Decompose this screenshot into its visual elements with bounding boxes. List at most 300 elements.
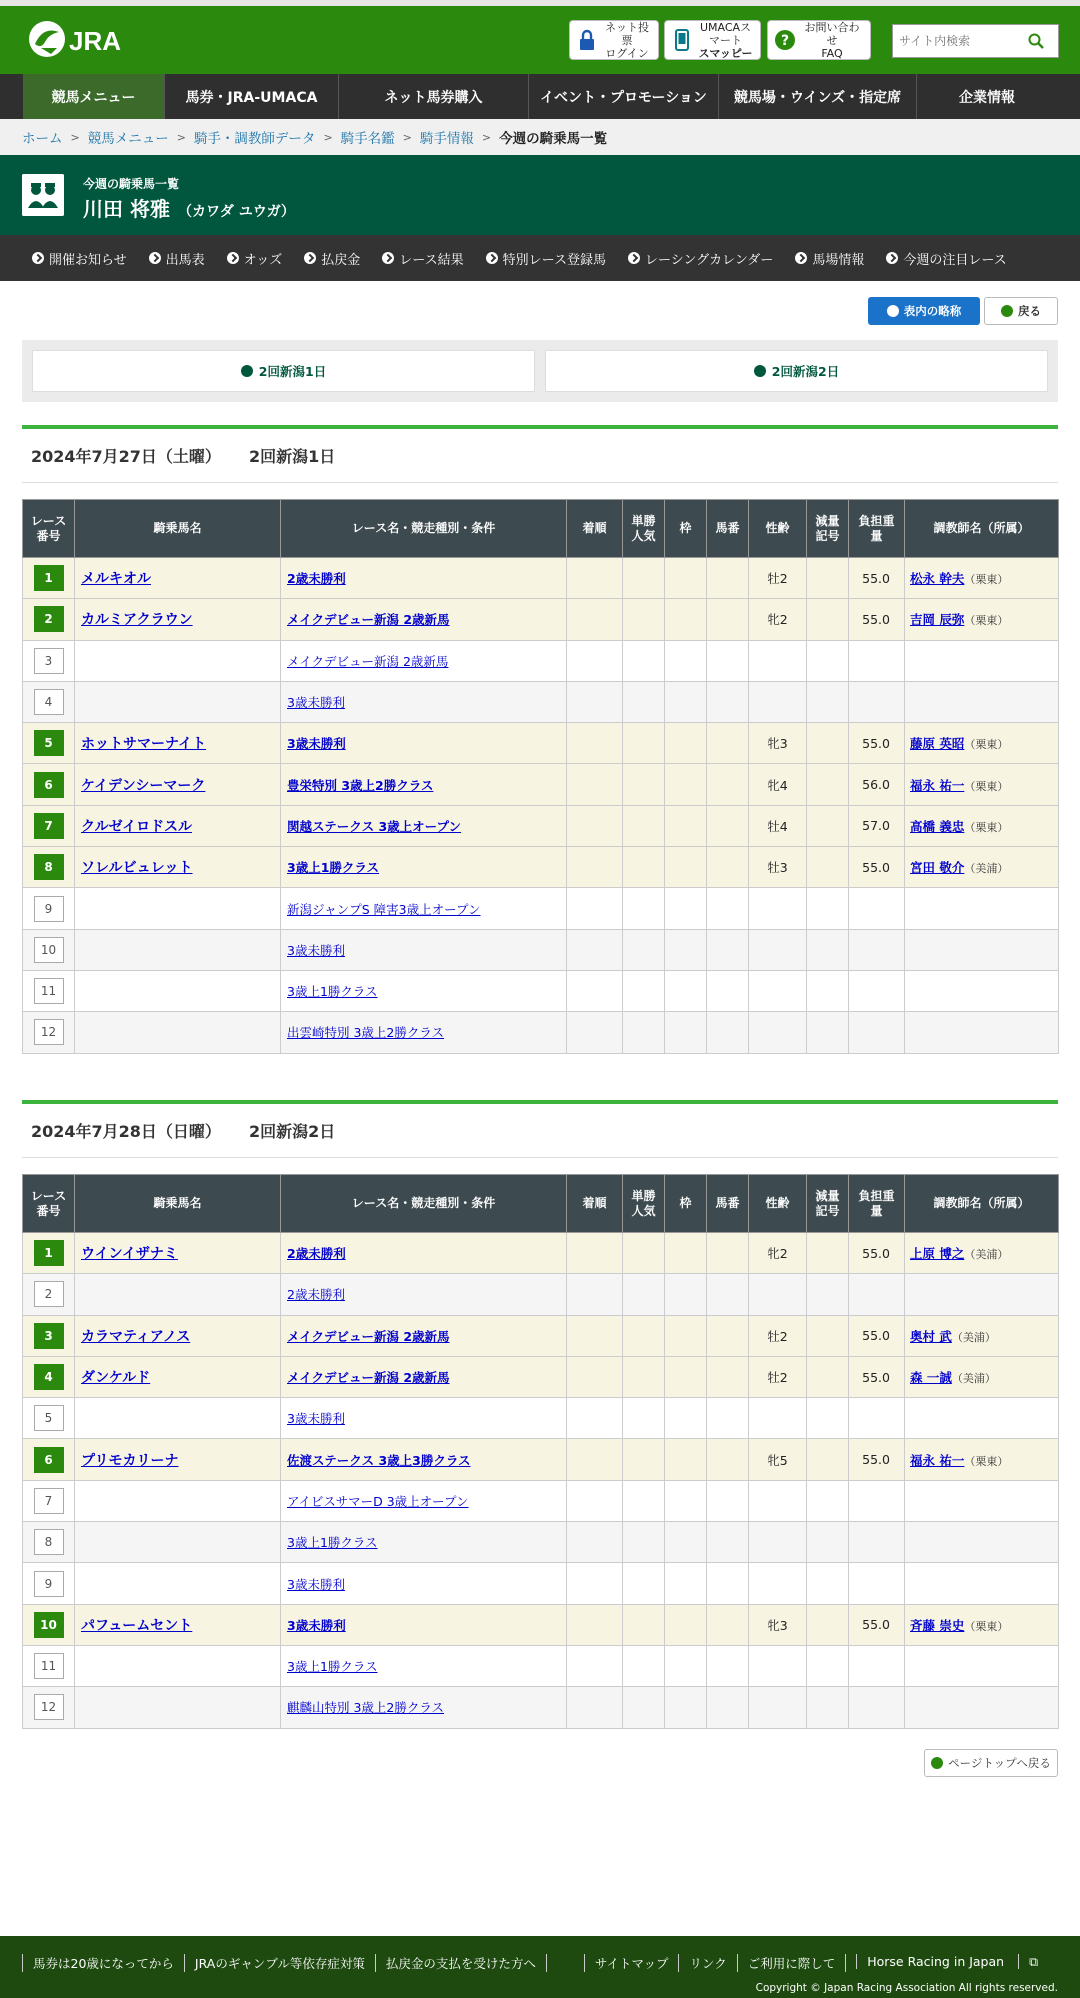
trainer-affiliation: （栗東） — [964, 820, 1009, 834]
race-link[interactable]: メイクデビュー新潟 2歳新馬 — [287, 1370, 450, 1386]
race-number[interactable]: 5 — [34, 730, 64, 756]
breadcrumb-jockey-info[interactable]: 騎手情報 — [419, 131, 474, 147]
jra-logo[interactable] — [27, 18, 139, 62]
race-cell — [281, 1522, 567, 1563]
horse-link[interactable]: クルゼイロドスル — [81, 818, 193, 835]
umaban-cell — [707, 1687, 749, 1728]
trainer-affiliation: （栗東） — [964, 614, 1009, 628]
gnav-net-purchase[interactable]: ネット馬券購入 — [339, 74, 529, 119]
carried-weight-cell — [849, 1563, 905, 1604]
finish-cell — [567, 1687, 623, 1728]
carried-weight-cell — [849, 1274, 905, 1315]
waku-cell — [665, 599, 707, 640]
trainer-cell — [905, 847, 1059, 888]
waku-cell — [665, 847, 707, 888]
horse-cell — [75, 888, 281, 929]
finish-cell — [567, 888, 623, 929]
popularity-cell — [623, 1687, 665, 1728]
race-link[interactable]: 豊栄特別 3歳上2勝クラス — [287, 777, 434, 793]
race-number-cell — [23, 1012, 75, 1053]
horse-link[interactable]: パフュームセント — [81, 1617, 193, 1634]
table-row — [23, 1274, 1059, 1315]
horse-link[interactable]: ダンケルド — [81, 1370, 151, 1387]
waku-cell — [665, 1274, 707, 1315]
chevron-right-icon — [32, 252, 44, 264]
finish-cell — [567, 1604, 623, 1645]
trainer-link[interactable]: 福永 祐一 — [910, 777, 965, 793]
subnav-item-3[interactable] — [304, 249, 360, 268]
race-cell — [281, 599, 567, 640]
race-number-cell — [23, 1315, 75, 1356]
race-number-cell — [23, 1356, 75, 1397]
race-number[interactable]: 11 — [34, 1653, 64, 1679]
carried-weight-cell — [849, 929, 905, 970]
column-header: 調教師名（所属） — [905, 500, 1059, 558]
race-number[interactable]: 9 — [34, 896, 64, 922]
search-icon[interactable] — [1021, 26, 1051, 56]
race-number[interactable]: 12 — [34, 1694, 64, 1720]
umaban-cell — [707, 640, 749, 681]
finish-cell — [567, 805, 623, 846]
sex-age-cell — [749, 1563, 807, 1604]
weight-mark-cell — [807, 805, 849, 846]
breadcrumb-jockey-data[interactable]: 騎手・調教師データ — [193, 131, 316, 147]
race-number[interactable]: 3 — [34, 1323, 64, 1349]
column-header: 単勝人気 — [623, 500, 665, 558]
race-number[interactable]: 9 — [34, 1571, 64, 1597]
net-login-button[interactable]: ネット投票 ログイン — [569, 20, 659, 60]
horse-link[interactable]: ホットサマーナイト — [81, 736, 207, 753]
race-number-cell — [23, 1687, 75, 1728]
table-row — [23, 805, 1059, 846]
race-cell — [281, 723, 567, 764]
carried-weight-cell — [849, 1012, 905, 1053]
popularity-cell — [623, 847, 665, 888]
race-number[interactable]: 6 — [34, 772, 64, 798]
column-header: 着順 — [567, 1175, 623, 1233]
gnav-keiba-menu[interactable]: 競馬メニュー — [23, 74, 165, 119]
umaban-cell — [707, 888, 749, 929]
race-link[interactable]: 麒麟山特別 3歳上2勝クラス — [287, 1700, 445, 1716]
race-link[interactable]: 2歳未勝利 — [287, 1287, 345, 1303]
race-number[interactable]: 10 — [34, 937, 64, 963]
horse-link[interactable]: ウインイザナミ — [81, 1246, 178, 1263]
sex-age-cell: 牡3 — [749, 847, 807, 888]
horse-cell — [75, 640, 281, 681]
finish-cell — [567, 723, 623, 764]
race-cell — [281, 1274, 567, 1315]
race-number[interactable]: 7 — [34, 813, 64, 839]
footer-link-links[interactable]: リンク — [678, 1954, 736, 1972]
horse-cell — [75, 805, 281, 846]
race-table — [22, 1174, 1059, 1729]
race-link[interactable]: 佐渡ステークス 3歳上3勝クラス — [287, 1452, 471, 1468]
waku-cell — [665, 1439, 707, 1480]
race-link[interactable]: 3歳未勝利 — [287, 695, 345, 711]
race-link[interactable]: アイビスサマーD 3歳上オープン — [287, 1493, 469, 1509]
column-header: 枠 — [665, 500, 707, 558]
sex-age-cell: 牡2 — [749, 558, 807, 599]
race-cell — [281, 764, 567, 805]
table-row — [23, 558, 1059, 599]
waku-cell — [665, 1480, 707, 1521]
race-number-cell — [23, 805, 75, 846]
race-number-cell — [23, 1645, 75, 1686]
race-link[interactable]: 3歳未勝利 — [287, 942, 345, 958]
trainer-link[interactable]: 宮田 敬介 — [910, 860, 965, 876]
finish-cell — [567, 558, 623, 599]
subnav-item-1[interactable] — [149, 249, 205, 268]
sex-age-cell: 牝2 — [749, 1233, 807, 1274]
sex-age-cell — [749, 1398, 807, 1439]
subnav-item-8[interactable] — [886, 249, 1006, 268]
trainer-link[interactable]: 森 一誠 — [910, 1370, 952, 1386]
trainer-cell — [905, 970, 1059, 1011]
sex-age-cell: 牡4 — [749, 805, 807, 846]
lock-icon — [576, 29, 598, 51]
footer-link-terms[interactable]: ご利用に際して — [737, 1954, 846, 1972]
gnav-corporate[interactable]: 企業情報 — [959, 89, 1015, 106]
weight-mark-cell — [807, 1604, 849, 1645]
breadcrumb-home[interactable]: ホーム — [22, 131, 63, 147]
waku-cell — [665, 1233, 707, 1274]
trainer-cell — [905, 1315, 1059, 1356]
horse-link[interactable]: カルミアクラウン — [81, 612, 193, 629]
table-row — [23, 1398, 1059, 1439]
horse-cell — [75, 1398, 281, 1439]
race-number-cell — [23, 1522, 75, 1563]
race-number[interactable]: 8 — [34, 1529, 64, 1555]
column-header: 調教師名（所属） — [905, 1175, 1059, 1233]
subnav-label: レーシングカレンダー — [645, 252, 774, 268]
race-link[interactable]: 3歳未勝利 — [287, 1617, 346, 1633]
finish-cell — [567, 599, 623, 640]
horse-link[interactable]: メルキオル — [81, 571, 151, 588]
race-link[interactable]: 出雲崎特別 3歳上2勝クラス — [287, 1025, 445, 1041]
day-heading — [22, 1104, 1058, 1158]
race-link[interactable]: 2歳未勝利 — [287, 1246, 346, 1262]
breadcrumb-jockey-directory[interactable]: 騎手名鑑 — [340, 131, 395, 147]
trainer-cell — [905, 558, 1059, 599]
breadcrumb-keiba-menu[interactable]: 競馬メニュー — [87, 131, 169, 147]
trainer-link[interactable]: 斉藤 崇史 — [910, 1617, 965, 1633]
race-link[interactable]: 3歳上1勝クラス — [287, 984, 378, 1000]
popularity-cell — [623, 681, 665, 722]
race-number-cell — [23, 1439, 75, 1480]
column-header: レース番号 — [23, 500, 75, 558]
race-link[interactable]: 3歳上1勝クラス — [287, 860, 380, 876]
race-number[interactable]: 1 — [34, 1240, 64, 1266]
race-cell — [281, 970, 567, 1011]
table-row — [23, 723, 1059, 764]
table-row — [23, 1645, 1059, 1686]
footer-link-sitemap[interactable]: サイトマップ — [584, 1954, 679, 1972]
popularity-cell — [623, 888, 665, 929]
umaban-cell — [707, 1480, 749, 1521]
trainer-affiliation: （栗東） — [964, 573, 1009, 587]
race-link[interactable]: 関越ステークス 3歳上オープン — [287, 818, 462, 834]
sex-age-cell: 牝2 — [749, 599, 807, 640]
waku-cell — [665, 764, 707, 805]
race-link[interactable]: 2歳未勝利 — [287, 571, 346, 587]
race-number-cell — [23, 1563, 75, 1604]
race-number[interactable]: 4 — [34, 1364, 64, 1390]
race-number[interactable]: 5 — [34, 1405, 64, 1431]
horse-link[interactable]: ソレルビュレット — [81, 860, 193, 877]
table-row — [23, 764, 1059, 805]
race-link[interactable]: 3歳未勝利 — [287, 1411, 345, 1427]
sex-age-cell — [749, 1645, 807, 1686]
finish-cell — [567, 929, 623, 970]
waku-cell — [665, 929, 707, 970]
race-link[interactable]: メイクデビュー新潟 2歳新馬 — [287, 612, 450, 628]
popularity-cell — [623, 805, 665, 846]
chevron-right-icon — [149, 252, 161, 264]
horse-cell — [75, 1012, 281, 1053]
waku-cell — [665, 805, 707, 846]
horse-cell — [75, 681, 281, 722]
popularity-cell — [623, 599, 665, 640]
sex-age-cell — [749, 970, 807, 1011]
carried-weight-cell: 55.0 — [849, 1356, 905, 1397]
footer-link-refund[interactable]: 払戻金の支払を受けた方へ — [375, 1954, 547, 1972]
race-cell — [281, 888, 567, 929]
external-link-icon: ⧉ — [1018, 1954, 1048, 1969]
gnav-events[interactable]: イベント・プロモーション — [529, 74, 719, 119]
column-header: 減量記号 — [807, 500, 849, 558]
trainer-affiliation: （栗東） — [964, 738, 1009, 752]
umaban-cell — [707, 1233, 749, 1274]
table-row — [23, 599, 1059, 640]
sex-age-cell: 牝3 — [749, 723, 807, 764]
sex-age-cell — [749, 681, 807, 722]
breadcrumb-separator: > — [481, 130, 492, 144]
carried-weight-cell — [849, 970, 905, 1011]
race-number[interactable]: 6 — [34, 1447, 64, 1473]
page-title — [83, 193, 295, 222]
trainer-link[interactable]: 吉岡 辰弥 — [910, 612, 965, 628]
copyright: Copyright © Japan Racing Association All rights reserved. — [755, 1982, 1058, 1994]
race-cell — [281, 847, 567, 888]
race-cell — [281, 1233, 567, 1274]
trainer-affiliation: （栗東） — [964, 779, 1009, 793]
race-link[interactable]: メイクデビュー新潟 2歳新馬 — [287, 653, 449, 669]
umaban-cell — [707, 1645, 749, 1686]
finish-cell — [567, 1480, 623, 1521]
footer-link-horse-racing-japan[interactable]: Horse Racing in Japan ⧉ — [845, 1954, 1058, 1972]
trainer-link[interactable]: 上原 博之 — [910, 1246, 965, 1262]
subnav-item-4[interactable] — [382, 249, 463, 268]
trainer-affiliation: （美浦） — [951, 1330, 996, 1344]
popularity-cell — [623, 1012, 665, 1053]
sub-nav — [0, 235, 1080, 281]
contact-faq-button[interactable]: ? お問い合わせ FAQ — [767, 20, 871, 60]
finish-cell — [567, 1012, 623, 1053]
popularity-cell — [623, 723, 665, 764]
horse-cell — [75, 1645, 281, 1686]
carried-weight-cell: 55.0 — [849, 1439, 905, 1480]
race-link[interactable]: 3歳未勝利 — [287, 736, 346, 752]
carried-weight-cell: 55.0 — [849, 1315, 905, 1356]
search-input[interactable] — [893, 26, 1021, 56]
weight-mark-cell — [807, 888, 849, 929]
sex-age-cell — [749, 640, 807, 681]
subnav-item-7[interactable] — [795, 249, 864, 268]
carried-weight-cell — [849, 1522, 905, 1563]
umaban-cell — [707, 847, 749, 888]
subnav-item-5[interactable] — [486, 249, 606, 268]
sex-age-cell: 牝3 — [749, 1604, 807, 1645]
popularity-cell — [623, 1563, 665, 1604]
race-cell — [281, 1439, 567, 1480]
subnav-label: 開催お知らせ — [49, 252, 127, 268]
waku-cell — [665, 1604, 707, 1645]
horse-cell — [75, 1274, 281, 1315]
race-cell — [281, 1398, 567, 1439]
carried-weight-cell: 55.0 — [849, 1604, 905, 1645]
race-number[interactable]: 10 — [34, 1612, 64, 1638]
popularity-cell — [623, 558, 665, 599]
weight-mark-cell — [807, 681, 849, 722]
table-row — [23, 929, 1059, 970]
race-number-cell — [23, 1480, 75, 1521]
column-header: 騎乗馬名 — [75, 500, 281, 558]
smartphone-icon — [671, 29, 693, 51]
finish-cell — [567, 1398, 623, 1439]
umaban-cell — [707, 681, 749, 722]
weight-mark-cell — [807, 1233, 849, 1274]
popularity-cell — [623, 1439, 665, 1480]
trainer-cell — [905, 1012, 1059, 1053]
day-tab-2[interactable]: 2回新潟2日 — [545, 350, 1048, 392]
race-link[interactable]: メイクデビュー新潟 2歳新馬 — [287, 1328, 450, 1344]
carried-weight-cell: 56.0 — [849, 764, 905, 805]
column-header: 性齢 — [749, 500, 807, 558]
umaban-cell — [707, 1356, 749, 1397]
table-row — [23, 640, 1059, 681]
breadcrumb-separator: > — [323, 130, 333, 144]
subnav-item-0[interactable] — [32, 249, 127, 268]
gnav-racecourse[interactable]: 競馬場・ウインズ・指定席 — [719, 74, 917, 119]
sex-age-cell — [749, 1274, 807, 1315]
race-number[interactable]: 8 — [34, 854, 64, 880]
trainer-affiliation: （栗東） — [964, 1619, 1009, 1633]
umaban-cell — [707, 970, 749, 1011]
chevron-right-icon — [304, 252, 316, 264]
race-cell — [281, 1012, 567, 1053]
trainer-link[interactable]: 藤原 英昭 — [910, 736, 965, 752]
race-number-cell — [23, 723, 75, 764]
carried-weight-cell — [849, 888, 905, 929]
race-number-cell — [23, 1233, 75, 1274]
jockey-name: 川田 将雅 — [83, 197, 170, 221]
umaban-cell — [707, 1012, 749, 1053]
waku-cell — [665, 640, 707, 681]
sex-age-cell — [749, 1687, 807, 1728]
popularity-cell — [623, 929, 665, 970]
legend-button[interactable]: 表内の略称 — [868, 297, 980, 325]
horse-cell — [75, 1522, 281, 1563]
race-link[interactable]: 3歳上1勝クラス — [287, 1659, 378, 1675]
horse-link[interactable]: プリモカリーナ — [81, 1452, 179, 1469]
subnav-label: 出馬表 — [165, 252, 205, 268]
gnav-baken[interactable]: 馬券・JRA-UMACA — [165, 74, 339, 119]
race-link[interactable]: 3歳未勝利 — [287, 1576, 345, 1592]
column-header: 減量記号 — [807, 1175, 849, 1233]
trainer-cell — [905, 805, 1059, 846]
umaban-cell — [707, 1563, 749, 1604]
column-header: 負担重量 — [849, 1175, 905, 1233]
race-number[interactable]: 2 — [34, 1281, 64, 1307]
trainer-cell — [905, 1398, 1059, 1439]
popularity-cell — [623, 640, 665, 681]
carried-weight-cell: 55.0 — [849, 558, 905, 599]
table-row — [23, 970, 1059, 1011]
race-number[interactable]: 2 — [34, 606, 64, 632]
trainer-affiliation: （美浦） — [964, 1248, 1009, 1262]
trainer-link[interactable]: 福永 祐一 — [910, 1452, 965, 1468]
race-number[interactable]: 7 — [34, 1488, 64, 1514]
race-number[interactable]: 3 — [34, 648, 64, 674]
waku-cell — [665, 1563, 707, 1604]
horse-link[interactable]: カラマティアノス — [81, 1328, 191, 1345]
finish-cell — [567, 764, 623, 805]
umaca-smart-button[interactable]: UMACAスマート スマッピー — [664, 20, 761, 60]
sex-age-cell — [749, 1012, 807, 1053]
race-number[interactable]: 1 — [34, 565, 64, 591]
race-link[interactable]: 新潟ジャンプS 障害3歳上オープン — [287, 901, 481, 917]
horse-cell — [75, 847, 281, 888]
page-top-button[interactable]: ページトップへ戻る — [924, 1749, 1058, 1777]
race-cell — [281, 1480, 567, 1521]
table-row — [23, 1604, 1059, 1645]
race-number[interactable]: 12 — [34, 1019, 64, 1045]
race-link[interactable]: 3歳上1勝クラス — [287, 1535, 378, 1551]
waku-cell — [665, 888, 707, 929]
subnav-label: 今週の注目レース — [903, 252, 1007, 268]
table-header-row — [23, 1175, 1059, 1233]
trainer-link[interactable]: 奥村 武 — [910, 1328, 952, 1344]
subnav-item-6[interactable] — [628, 249, 773, 268]
footer-link-age[interactable]: 馬券は20歳になってから — [22, 1954, 185, 1972]
umaban-cell — [707, 1315, 749, 1356]
race-number-cell — [23, 929, 75, 970]
site-header — [0, 6, 1080, 74]
race-number[interactable]: 11 — [34, 978, 64, 1004]
back-button[interactable]: 戻る — [984, 297, 1058, 325]
race-number-cell — [23, 1604, 75, 1645]
race-number[interactable]: 4 — [34, 689, 64, 715]
chevron-right-icon — [382, 252, 394, 264]
horse-link[interactable]: ケイデンシーマーク — [81, 777, 206, 794]
day-tab-1[interactable]: 2回新潟1日 — [32, 350, 535, 392]
subnav-item-2[interactable] — [227, 249, 283, 268]
sex-age-cell: 牝4 — [749, 764, 807, 805]
breadcrumb — [0, 119, 1080, 155]
weight-mark-cell — [807, 723, 849, 764]
trainer-link[interactable]: 松永 幹夫 — [910, 571, 965, 587]
chevron-up-icon — [931, 1757, 943, 1769]
trainer-cell — [905, 1604, 1059, 1645]
finish-cell — [567, 640, 623, 681]
footer-link-gambling[interactable]: JRAのギャンブル等依存症対策 — [184, 1954, 376, 1972]
umaban-cell — [707, 764, 749, 805]
race-cell — [281, 929, 567, 970]
trainer-link[interactable]: 高橋 義忠 — [910, 818, 965, 834]
chevron-down-icon — [241, 365, 253, 377]
trainer-cell — [905, 929, 1059, 970]
race-number-cell — [23, 970, 75, 1011]
